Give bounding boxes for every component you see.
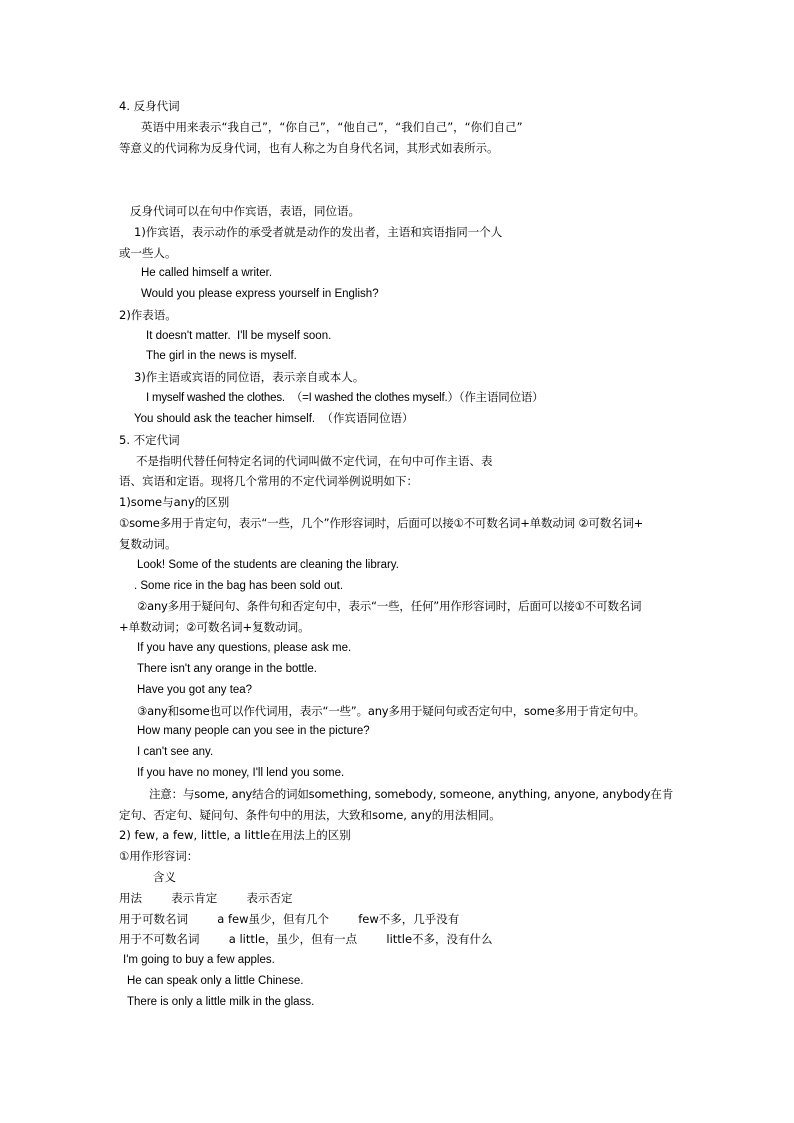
paragraph-line: ②any多用于疑问句、条件句和否定句中，表示“一些，任何”用作形容词时，后面可以接①不可数名词 xyxy=(137,599,642,613)
section-heading-indefinite-pronouns: 5. 不定代词 xyxy=(119,433,180,447)
paragraph-line: +单数动词；②可数名词+复数动词。 xyxy=(119,620,310,634)
example-sentence: . Some rice in the bag has been sold out. xyxy=(134,580,344,592)
list-item: 2)作表语。 xyxy=(119,308,177,322)
paragraph-line: 定句、否定句、疑问句、条件句中的用法，大致和some, any的用法相同。 xyxy=(119,808,501,822)
paragraph-line: 复数动词。 xyxy=(119,537,177,551)
example-sentence: Look! Some of the students are cleaning the library. xyxy=(137,559,399,571)
paragraph-line: 英语中用来表示“我自己”，“你自己”，“他自己”，“我们自己”，“你们自己” xyxy=(141,120,523,134)
example-sentence: There is only a little milk in the glass. xyxy=(127,996,315,1008)
list-item: 3)作主语或宾语的同位语，表示亲自或本人。 xyxy=(134,370,365,384)
paragraph-line: 或一些人。 xyxy=(119,246,177,260)
example-sentence: He called himself a writer. xyxy=(141,267,273,279)
table-header-meaning: 含义 xyxy=(153,870,176,884)
paragraph-line: 等意义的代词称为反身代词，也有人称之为自身代名词，其形式如表所示。 xyxy=(119,141,499,155)
paragraph-line: ③any和some也可以作代词用，表示“一些”。any多用于疑问句或否定句中，some多用于肯定句中。 xyxy=(137,704,645,718)
subsection-heading: 1)some与any的区别 xyxy=(119,495,230,509)
example-sentence: I myself washed the clothes. （=I washed the clothes myself.）（作主语同位语） xyxy=(146,392,544,404)
paragraph-line: ①用作形容词： xyxy=(119,849,199,863)
table-row-countable: 用于可数名词 a few虽少，但有几个 few不多，几乎没有 xyxy=(119,912,460,926)
example-sentence: It doesn't matter. I'll be myself soon. xyxy=(146,330,332,342)
paragraph-line: ①some多用于肯定句，表示“一些，几个”作形容词时，后面可以接①不可数名词+单数动词 ②可数名词+ xyxy=(119,516,644,530)
table-row-uncountable: 用于不可数名词 a little，虽少，但有一点 little不多，没有什么 xyxy=(119,932,493,946)
subsection-heading: 2) few, a few, little, a little在用法上的区别 xyxy=(119,828,351,842)
note-line: 注意：与some, any结合的词如something, somebody, someone, anything, anyone, anybody在肯 xyxy=(149,787,673,801)
example-sentence: Have you got any tea? xyxy=(137,684,253,696)
paragraph-line: 反身代词可以在句中作宾语，表语，同位语。 xyxy=(130,204,360,218)
paragraph-line: 语、宾语和定语。现将几个常用的不定代词举例说明如下： xyxy=(119,474,418,488)
example-sentence: I can't see any. xyxy=(137,746,214,758)
example-sentence: I'm going to buy a few apples. xyxy=(123,954,275,966)
example-sentence: If you have no money, I'll lend you some. xyxy=(137,767,345,779)
list-item: 1)作宾语，表示动作的承受者就是动作的发出者，主语和宾语指同一个人 xyxy=(134,225,503,239)
table-header-row: 用法 表示肯定 表示否定 xyxy=(119,891,293,905)
section-heading-reflexive-pronouns: 4. 反身代词 xyxy=(119,99,180,113)
paragraph-line: 不是指明代替任何特定名词的代词叫做不定代词，在句中可作主语、表 xyxy=(136,454,493,468)
example-sentence: You should ask the teacher himself. （作宾语同位语） xyxy=(134,413,414,425)
example-sentence: He can speak only a little Chinese. xyxy=(127,975,304,987)
example-sentence: How many people can you see in the picture? xyxy=(137,725,370,737)
example-sentence: There isn't any orange in the bottle. xyxy=(137,663,317,675)
example-sentence: Would you please express yourself in English? xyxy=(141,288,379,300)
example-sentence: If you have any questions, please ask me. xyxy=(137,642,352,654)
example-sentence: The girl in the news is myself. xyxy=(146,350,297,362)
